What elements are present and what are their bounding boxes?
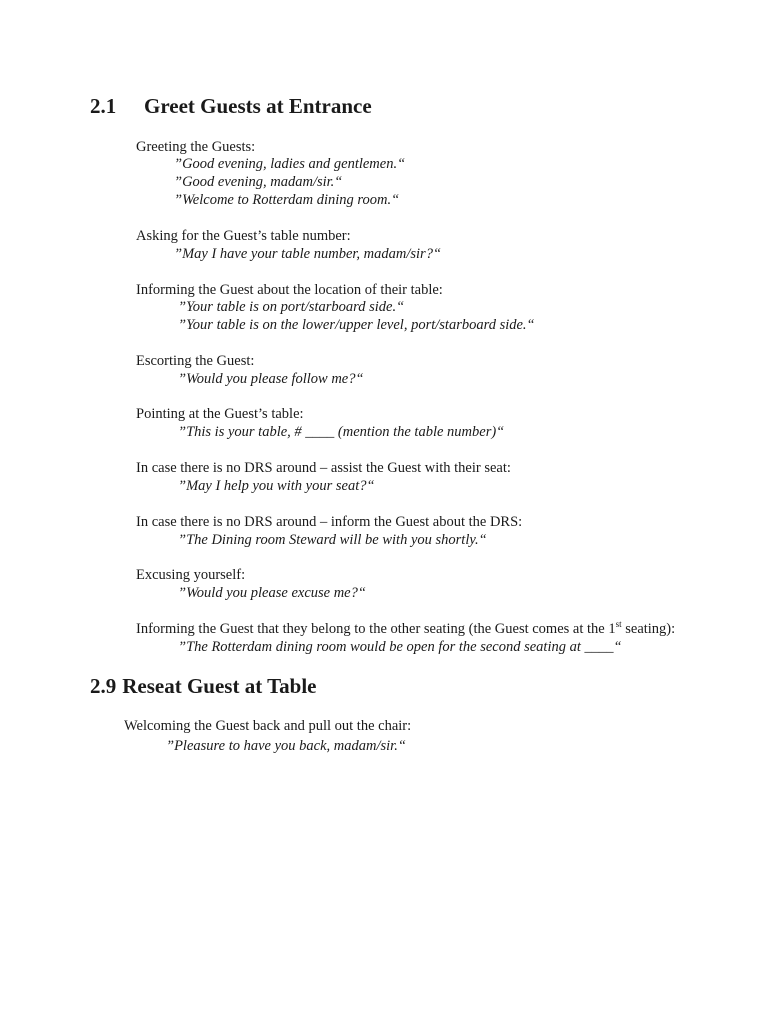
- section-title: Reseat Guest at Table: [122, 674, 317, 698]
- section-title: Greet Guests at Entrance: [144, 94, 372, 118]
- phrase-label: Escorting the Guest:: [136, 353, 255, 369]
- phrase-quote: ”The Dining room Steward will be with you shortly.“: [178, 532, 487, 548]
- phrase-quote: ”This is your table, # ____ (mention the table number)“: [178, 424, 505, 440]
- phrase-label: Informing the Guest about the location of their table:: [136, 282, 443, 298]
- phrase-quote: ”Your table is on port/starboard side.“: [178, 299, 405, 315]
- section-heading-2-1: [90, 94, 372, 119]
- label-text: Informing the Guest that they belong to the other seating (the Guest comes at the 1: [136, 621, 616, 637]
- phrase-label: Asking for the Guest’s table number:: [136, 228, 351, 244]
- phrase-quote: ”Would you please follow me?“: [178, 371, 364, 387]
- phrase-quote: ”Good evening, madam/sir.“: [174, 174, 343, 190]
- phrase-label: Excusing yourself:: [136, 567, 246, 583]
- phrase-quote: ”Pleasure to have you back, madam/sir.“: [166, 738, 406, 754]
- phrase-label: In case there is no DRS around – inform the Guest about the DRS:: [136, 514, 523, 530]
- phrase-quote: ”The Rotterdam dining room would be open for the second seating at ____“: [178, 639, 622, 655]
- phrase-label: Welcoming the Guest back and pull out the chair:: [124, 718, 412, 734]
- section-number: 2.1: [90, 94, 117, 118]
- phrase-label: [136, 621, 675, 638]
- phrase-quote: ”Welcome to Rotterdam dining room.“: [174, 192, 400, 208]
- phrase-label: Greeting the Guests:: [136, 139, 256, 155]
- phrase-quote: ”May I have your table number, madam/sir?“: [174, 246, 442, 262]
- phrase-quote: ”Good evening, ladies and gentlemen.“: [174, 156, 406, 172]
- phrase-label: Pointing at the Guest’s table:: [136, 406, 304, 422]
- phrase-label: In case there is no DRS around – assist the Guest with their seat:: [136, 460, 511, 476]
- section-heading-2-9: [90, 674, 317, 699]
- phrase-quote: ”May I help you with your seat?“: [178, 478, 375, 494]
- phrase-quote: ”Your table is on the lower/upper level, port/starboard side.“: [178, 317, 535, 333]
- section-number: 2.9: [90, 674, 117, 698]
- label-text: seating):: [621, 621, 676, 637]
- ordinal-superscript: st: [615, 619, 622, 630]
- phrase-quote: ”Would you please excuse me?“: [178, 585, 366, 601]
